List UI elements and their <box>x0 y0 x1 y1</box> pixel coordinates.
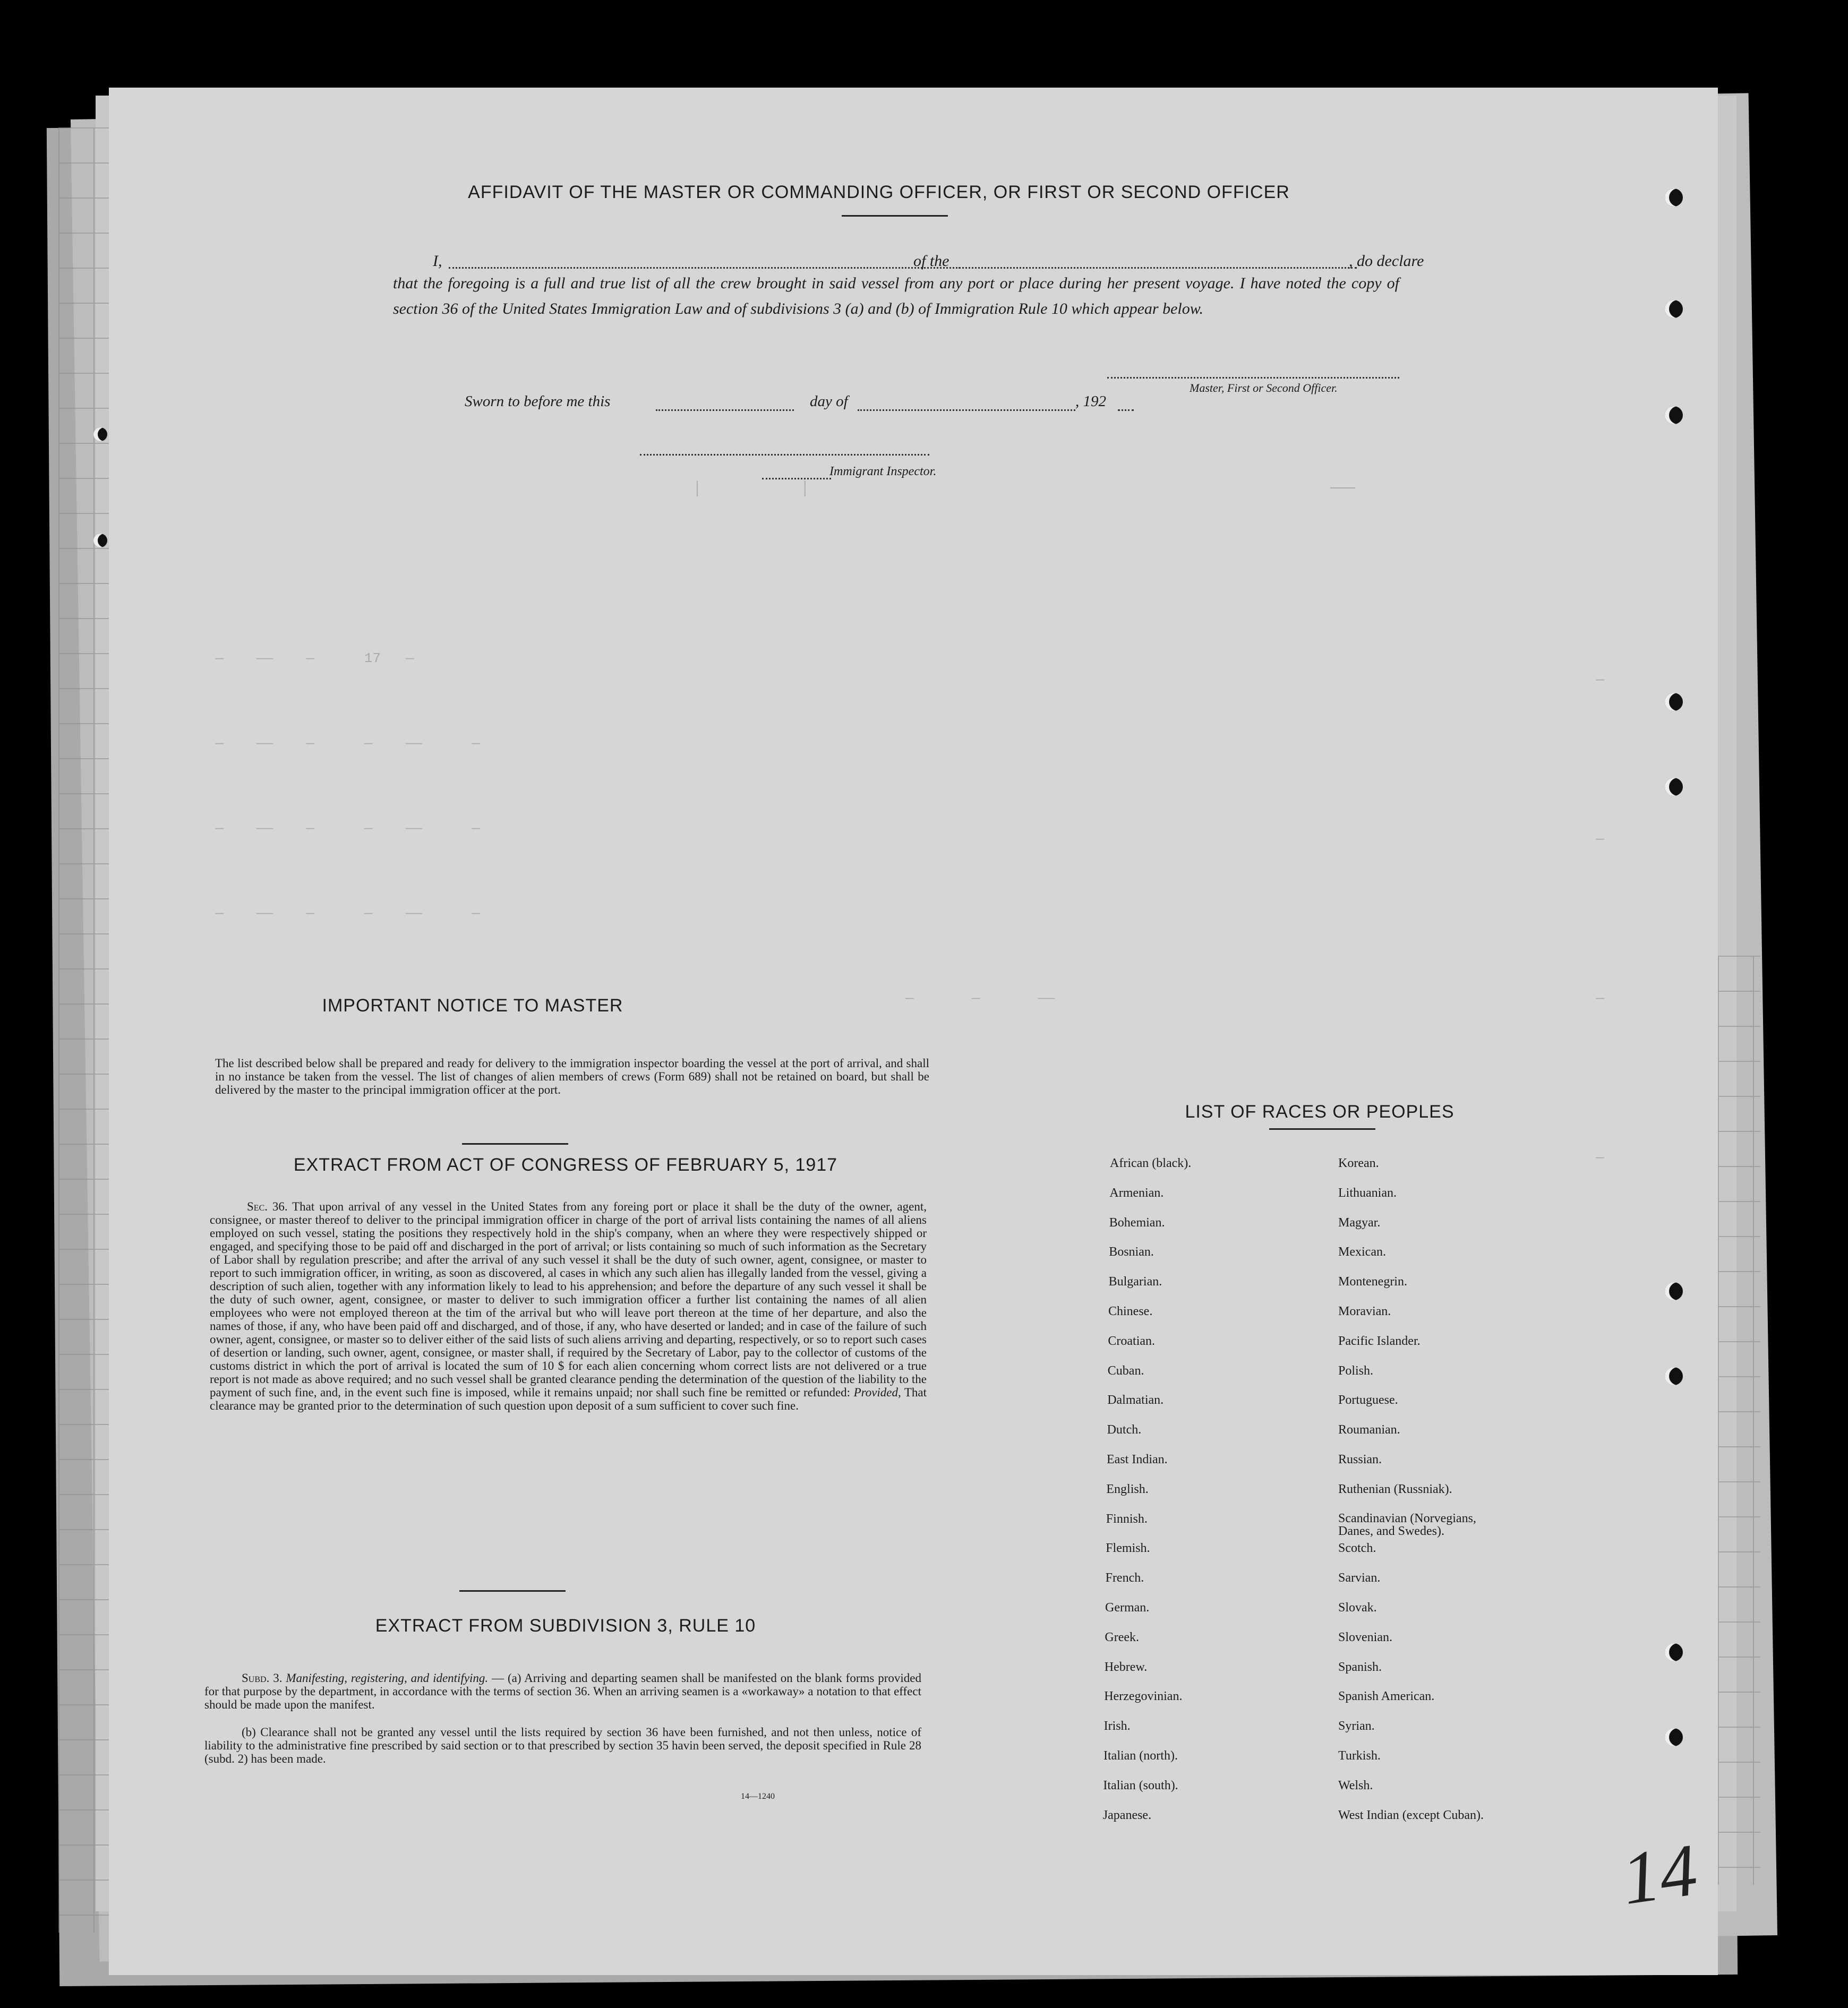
race-item: Mexican. <box>1338 1245 1386 1259</box>
race-item: Roumanian. <box>1338 1423 1400 1437</box>
title-underline <box>842 215 948 217</box>
race-item: Sarvian. <box>1338 1571 1381 1585</box>
race-item: Bosnian. <box>1109 1245 1154 1259</box>
act-extract-text <box>210 1200 927 1412</box>
punch-hole <box>1665 188 1683 207</box>
race-item: Croatian. <box>1108 1334 1156 1348</box>
race-item: Polish. <box>1338 1363 1374 1378</box>
race-item: Russian. <box>1338 1453 1382 1466</box>
punch-hole <box>1665 1367 1683 1385</box>
section-label: Sec. 36. <box>247 1200 288 1213</box>
race-item: Lithuanian. <box>1338 1186 1397 1200</box>
race-item: Scotch. <box>1338 1541 1376 1556</box>
proviso-text: That clearance may be granted prior to the determination of such question upon deposit of a sum sufficient to cover such fine. <box>210 1386 927 1412</box>
race-item: Chinese. <box>1108 1305 1153 1318</box>
race-item: Finnish. <box>1106 1512 1148 1526</box>
rule-extract-text-b: (b) Clearance shall not be granted any vessel until the lists required by section 36 have been furnished, and not then unless, notice of liability to the administrative fine prescribed by said section or to that prescribed by section 35 havin been served, the deposit specified in Rule 28 (subd. 2) has been made. <box>204 1726 921 1765</box>
act-extract-title: EXTRACT FROM ACT OF CONGRESS OF FEBRUARY 5, 1917 <box>293 1155 838 1175</box>
race-item: Syrian. <box>1338 1719 1375 1734</box>
section-divider <box>462 1143 568 1145</box>
form-number: 14—1240 <box>741 1792 775 1801</box>
race-item: French. <box>1105 1571 1144 1585</box>
proviso-label: Provided, <box>853 1386 901 1399</box>
race-item: Pacific Islander. <box>1338 1334 1421 1348</box>
affidavit-text: that the foregoing is a full and true list of all the crew brought in said vessel from any port or place during her present voyage. I have noted the copy of section 36 of the United States Immigration Law and of subdivisions 3 (a) and (b) of Immigration Rule 10 which appear below. <box>393 274 1399 317</box>
year-label: , 192 <box>1075 393 1106 410</box>
race-item: German. <box>1105 1601 1150 1615</box>
race-item: African (black). <box>1110 1156 1192 1170</box>
race-item: Flemish. <box>1106 1541 1150 1556</box>
document-page: │ │ ─── — —— — 17 — — —— — — —— — — —— — — —— — — —— — — —— — — — —— — — — — AFFIDAVIT OF THE MASTER OR COMMANDING OFFICER, OR FIRST OR SECOND OFFICER I, of the , do declare that the foregoing is a full and true list of all the crew brought in said vessel from any port or place during her present voyage. I have noted the copy of section 36 of the United States Immigration Law and of subdivisions 3 (a) and (b) of Immigration Rule 10 which appear below. Master, First or Second Officer. Sworn to before me this day of , 192 Immigrant Inspector. IMPORTANT NOTICE TO MASTER The list described below shall be prepared and ready for delivery to the immigration inspector boarding the vessel at the port of arrival, and shall in no instance be taken from the vessel. The list of changes of alien members of crews (Form 689) shall not be retained on board, but shall be delivered by the master to the principal immigration officer at the port. EXTRACT FROM ACT OF CONGRESS OF FEBRUARY 5, 1917 Sec. 36. That upon arrival of any vessel in the United States from any foreing port or place it shall be the duty of the owner, agent, consignee, or master thereof to deliver to the principal immigration officer in charge of the port of arrival lists containing the names of all aliens employed on such vessel, stating the positions they respectively hold in the ship's company, when an where they were respectively shipped or engaged, and specifying those to be paid off and discharged in the port of arrival; or lists containing so much of such information as the Secretary of Labor shall by regulation prescribe; and after the arrival of any such vessel it shall be the duty of such owner, agent, consignee, or master to report to such immigration officer, in writing, as soon as discovered, al cases in which any such alien has illegally landed from the vessel, giving a description of such alien, together with any information likely to lead to his apprehension; and before the departure of any such vessel it shall be the duty of such owner, agent, consignee, or master to deliver to such immigration officer a further list containing the names of all alien employees who were not employed thereon at the tim of the arrival but who will leave port thereon at the time of her departure, and also the names of those, if any, who have been paid off and discharged, and of those, if any, who have deserted or landed; and in case of the failure of such owner, agent, consignee, or master so to deliver either of the said lists of such aliens arriving and departing, respectively, or so to report such cases of desertion or landing, such owner, agent, consignee, or master shall, if required by the Secretary of Labor, pay to the collector of customs of the customs district in which the port of arrival is located the sum of 10 $ for each alien concerning whom correct lists are not delivered or a true report is not made as above required; and no such vessel shall be granted clearance pending the determination of the question of the liability to the payment of such fine, and, in the event such fine is imposed, while it remains unpaid; nor shall such fine be remitted or refunded: Provided, That clearance may be granted prior to the determination of such question upon deposit of a sum sufficient to cover such fine. EXTRACT FROM SUBDIVISION 3, RULE 10 Subd. 3. Manifesting, registering, and identifying. — (a) Arriving and departing seamen shall be manifested on the blank forms provided for that purpose by the department, in accordance with the terms of section 36. When an arriving seamen is a «workaway» a notation to that effect should be made upon the manifest. (b) Clearance shall not be granted any vessel until the lists required by section 36 have been furnished, and not then unless, notice of liability to the administrative fine prescribed by said section or to that prescribed by section 35 havin been served, the deposit specified in Rule 28 (subd. 2) has been made. 14—1240 LIST OF RACES OR PEOPLES African (black). Armenian. Bohemian. Bosnian. Bulgarian. Chinese. Croatian. Cuban. Dalmatian. Dutch. East Indian. English. Finnish. Flemish. French. German. Greek. Hebrew. Herzegovinian. Irish. Italian (north). Italian (south). Japanese. Korean. Lithuanian. Magyar. Mexican. Montenegrin. Moravian. Pacific Islander. Polish. Portuguese. Roumanian. Russian. Ruthenian (Russniak). Scandinavian (Norvegians, Danes, and Swedes). Scotch. Sarvian. Slovak. Slovenian. Spanish. Spanish American. Syrian. Turkish. Welsh. West Indian (except Cuban). 14 <box>109 88 1718 1975</box>
punch-hole <box>1665 406 1683 424</box>
race-item: Dalmatian. <box>1107 1393 1164 1408</box>
subd-label: Subd. 3. <box>242 1671 283 1685</box>
race-item: Bulgarian. <box>1108 1275 1162 1289</box>
sworn-day-blank <box>656 409 794 411</box>
inspector-dots <box>762 478 831 479</box>
races-underline <box>1269 1128 1375 1130</box>
section-divider <box>459 1590 566 1592</box>
notice-text: The list described below shall be prepared and ready for delivery to the immigration inspector boarding the vessel at the port of arrival, and shall in no instance be taken from the vessel. The list of changes of alien members of crews (Form 689) shall not be retained on board, but shall be delivered by the master to the principal immigration officer at the port. <box>215 1057 929 1096</box>
race-item: Turkish. <box>1338 1749 1381 1763</box>
race-item: Magyar. <box>1338 1215 1381 1230</box>
punch-hole <box>1665 693 1683 711</box>
race-item: Moravian. <box>1338 1305 1391 1318</box>
race-item: Ruthenian (Russniak). <box>1338 1482 1452 1496</box>
rule-extract-text-a <box>204 1671 921 1711</box>
race-item: Italian (north). <box>1103 1749 1178 1763</box>
do-declare-label: , do declare <box>1349 252 1424 270</box>
race-item: Spanish American. <box>1338 1689 1435 1704</box>
race-item: English. <box>1106 1482 1149 1496</box>
sworn-month-blank <box>858 409 1075 411</box>
master-signature-line <box>1107 377 1399 379</box>
punch-hole <box>93 534 107 547</box>
race-item: Spanish. <box>1338 1660 1382 1674</box>
punch-hole <box>1665 1643 1683 1661</box>
race-item: Italian (south). <box>1103 1778 1178 1792</box>
affidavit-title: AFFIDAVIT OF THE MASTER OR COMMANDING OFFICER, OR FIRST OR SECOND OFFICER <box>468 182 1290 202</box>
race-item: Korean. <box>1338 1156 1379 1170</box>
vessel-blank <box>959 267 1357 269</box>
race-item: Greek. <box>1105 1630 1140 1644</box>
grid-paper-left <box>58 127 109 1933</box>
rule-extract-title: EXTRACT FROM SUBDIVISION 3, RULE 10 <box>375 1616 756 1636</box>
grid-paper-right <box>1718 956 1760 1885</box>
race-item: Cuban. <box>1107 1363 1144 1378</box>
race-item: Montenegrin. <box>1338 1275 1407 1289</box>
punch-hole <box>1665 778 1683 796</box>
punch-hole <box>1665 300 1683 318</box>
subd-text-a: — (a) Arriving and departing seamen shall be manifested on the blank forms provided for that purpose by the department, in accordance with the terms of section 36. When an arriving seamen is a «workaway» a notation to that effect should be made upon the manifest. <box>204 1671 921 1711</box>
race-item: Bohemian. <box>1109 1215 1165 1230</box>
race-item: West Indian (except Cuban). <box>1338 1808 1484 1822</box>
punch-hole <box>1665 1728 1683 1746</box>
race-item: Hebrew. <box>1104 1660 1148 1674</box>
of-the-label: of the <box>913 252 949 270</box>
race-item: Herzegovinian. <box>1104 1689 1183 1704</box>
races-title: LIST OF RACES OR PEOPLES <box>1185 1102 1455 1122</box>
race-item: Japanese. <box>1102 1808 1152 1822</box>
race-item: Dutch. <box>1107 1423 1142 1437</box>
race-item: East Indian. <box>1107 1453 1168 1466</box>
race-item: Welsh. <box>1338 1778 1373 1792</box>
punch-hole <box>1665 1282 1683 1300</box>
master-signature-label: Master, First or Second Officer. <box>1190 381 1338 394</box>
race-item: Slovak. <box>1338 1601 1377 1615</box>
notice-title: IMPORTANT NOTICE TO MASTER <box>322 996 623 1016</box>
handwritten-page-number: 14 <box>1616 1829 1702 1920</box>
race-item: Slovenian. <box>1338 1630 1392 1644</box>
race-item: Scandinavian (Norvegians, Danes, and Swedes). <box>1338 1511 1476 1538</box>
year-blank <box>1118 409 1134 411</box>
race-item: Portuguese. <box>1338 1393 1398 1408</box>
race-item: Irish. <box>1103 1719 1131 1734</box>
punch-hole <box>93 427 107 441</box>
affidavit-i-label: I, <box>433 252 442 270</box>
inspector-label: Immigrant Inspector. <box>829 465 937 478</box>
subd-heading: Manifesting, registering, and identifying. <box>286 1671 489 1685</box>
race-item: Armenian. <box>1109 1186 1164 1200</box>
act-body: That upon arrival of any vessel in the United States from any foreing port or place it shall be the duty of the owner, agent, consignee, or master thereof to deliver to the principal immigration officer in charge of the port of arrival lists containing the names of all aliens employed on such vessel, stating the positions they respectively hold in the ship's company, when an where they were respectively shipped or engaged, and specifying those to be paid off and discharged in the port of arrival; or lists containing so much of such information as the Secretary of Labor shall by regulation prescribe; and after the arrival of any such vessel it shall be the duty of such owner, agent, consignee, or master to report to such immigration officer, in writing, as soon as discovered, al cases in which any such alien has illegally landed from the vessel, giving a description of such alien, together with any information likely to lead to his apprehension; and before the departure of any such vessel it shall be the duty of such owner, agent, consignee, or master to deliver to such immigration officer a further list containing the names of all alien employees who were not employed thereon at the tim of the arrival but who will leave port thereon at the time of her departure, and also the names of those, if any, who have been paid off and discharged, and of those, if any, who have deserted or landed; and in case of the failure of such owner, agent, consignee, or master so to deliver either of the said lists of such aliens arriving and departing, respectively, or so to report such cases of desertion or landing, such owner, agent, consignee, or master shall, if required by the Secretary of Labor, pay to the collector of customs of the customs district in which the port of arrival is located the sum of 10 $ for each alien concerning whom correct lists are not delivered or a true report is not made as above required; and no such vessel shall be granted clearance pending the determination of the question of the liability to the payment of such fine, and, in the event such fine is imposed, while it remains unpaid; nor shall such fine be remitted or refunded: <box>210 1200 927 1399</box>
inspector-signature-line <box>640 454 929 456</box>
sworn-label: Sworn to before me this <box>465 393 611 410</box>
day-of-label: day of <box>810 393 848 410</box>
